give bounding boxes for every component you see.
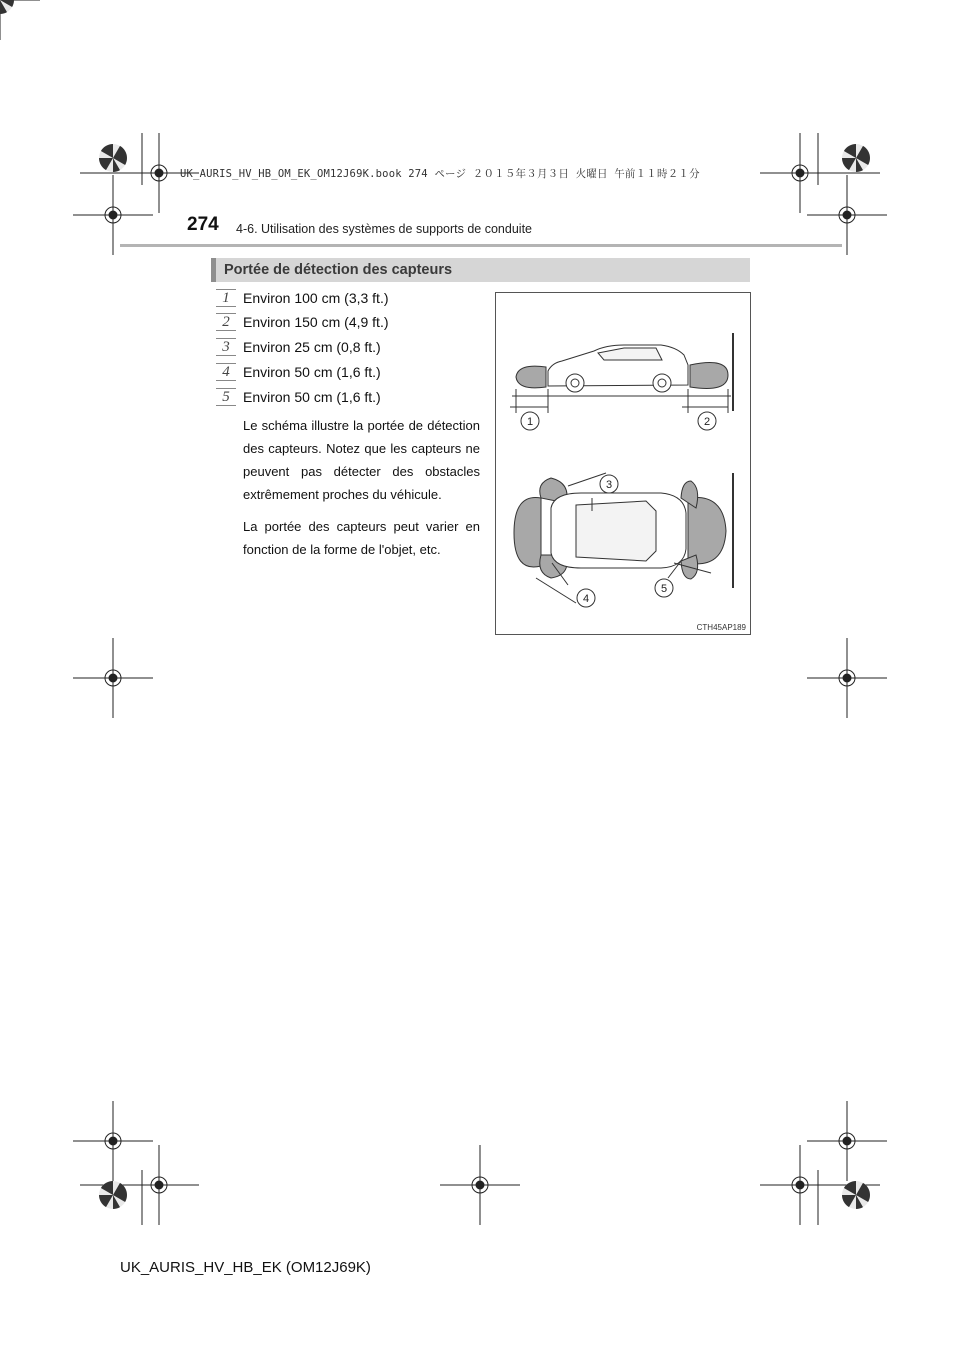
item-number: 4	[216, 363, 236, 381]
callout-3: 3	[605, 479, 613, 491]
figure-code: CTH45AP189	[696, 623, 746, 632]
header-divider	[120, 244, 842, 247]
item-number: 2	[216, 313, 236, 331]
book-print-info: UK_AURIS_HV_HB_OM_EK_OM12J69K.book 274 ページ ２０１５年３月３日 火曜日 午前１１時２１分	[180, 168, 700, 180]
list-item	[216, 286, 389, 310]
page-number: 274	[187, 214, 219, 235]
item-number: 1	[216, 289, 236, 307]
item-text: Environ 25 cm (0,8 ft.)	[243, 339, 381, 355]
sensor-range-diagram	[496, 293, 752, 636]
list-item	[216, 360, 381, 384]
item-text: Environ 50 cm (1,6 ft.)	[243, 364, 381, 380]
callout-5: 5	[660, 583, 668, 595]
callout-1: 1	[526, 416, 534, 428]
section-heading: Portée de détection des capteurs	[224, 262, 453, 278]
list-item	[216, 310, 389, 334]
note-paragraph: Le schéma illustre la portée de détection des capteurs. Notez que les capteurs ne peuvent pas détecter des obstacles extrêmement proches du véhicule.	[243, 418, 480, 502]
list-item	[216, 385, 381, 409]
callout-4: 4	[582, 593, 590, 605]
item-text: Environ 50 cm (1,6 ft.)	[243, 389, 381, 405]
section-title: 4-6. Utilisation des systèmes de supports de conduite	[236, 222, 532, 236]
item-number: 5	[216, 388, 236, 406]
footer-document-code: UK_AURIS_HV_HB_EK (OM12J69K)	[120, 1259, 371, 1276]
list-item	[216, 335, 381, 359]
callout-2: 2	[703, 416, 711, 428]
sensor-range-figure	[495, 292, 751, 635]
item-text: Environ 150 cm (4,9 ft.)	[243, 314, 389, 330]
note-paragraph: La portée des capteurs peut varier en fonction de la forme de l'objet, etc.	[243, 519, 480, 557]
item-text: Environ 100 cm (3,3 ft.)	[243, 290, 389, 306]
item-number: 3	[216, 338, 236, 356]
